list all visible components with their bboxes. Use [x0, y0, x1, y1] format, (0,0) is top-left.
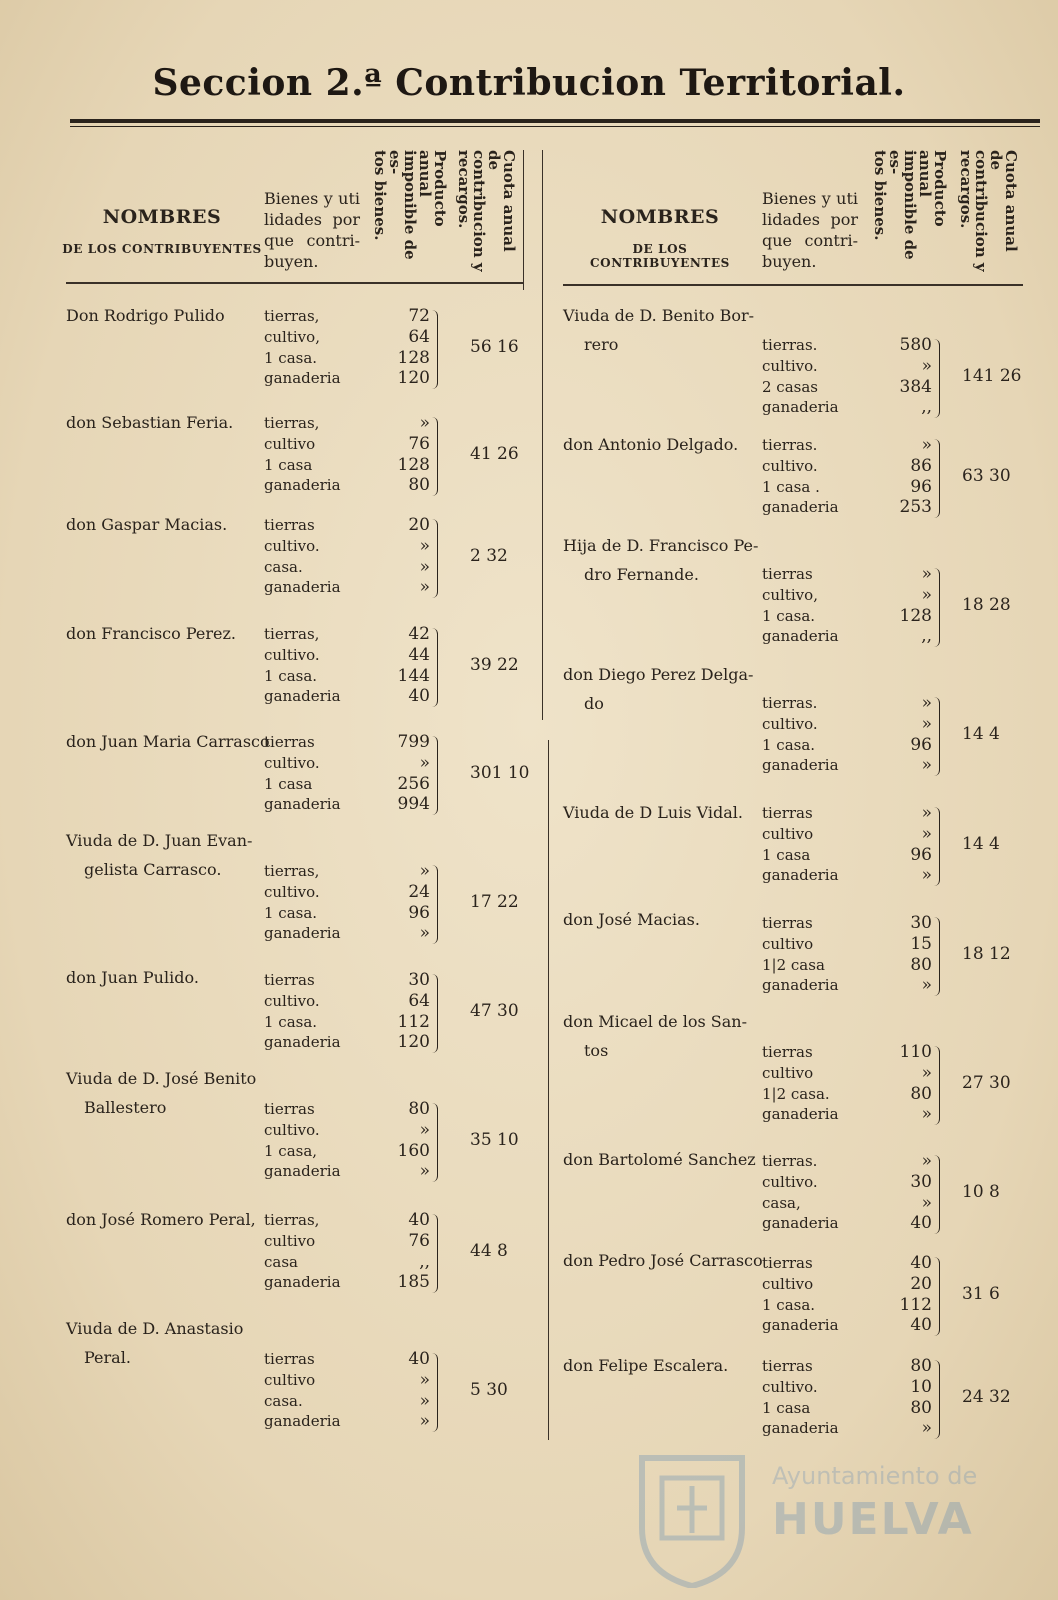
- column-divider-lower: [548, 740, 549, 1440]
- asset-value: »: [921, 1151, 932, 1171]
- asset-value: »: [921, 1418, 932, 1439]
- asset-item: tierras,: [264, 625, 320, 643]
- value-brace: [432, 1353, 438, 1432]
- title-rule-thin: [70, 126, 1040, 127]
- asset-value: 256: [397, 773, 430, 794]
- asset-value: 20: [910, 1273, 932, 1294]
- annual-quota: 14 4: [962, 724, 1000, 745]
- annual-quota: 35 10: [470, 1130, 519, 1151]
- contributor-name: Viuda de D. José Benito: [66, 1069, 257, 1088]
- asset-value: »: [921, 975, 932, 996]
- page-title: Seccion 2.ª Contribucion Territorial.: [152, 62, 906, 104]
- asset-value: 80: [408, 1099, 430, 1119]
- asset-item: cultivo,: [762, 585, 818, 604]
- asset-item: 1 casa,: [264, 1141, 318, 1160]
- annual-quota: 17 22: [470, 892, 519, 913]
- coat-of-arms-icon: [632, 1438, 752, 1588]
- asset-value: »: [921, 755, 932, 776]
- annual-quota: 10 8: [962, 1182, 1000, 1203]
- asset-value: 76: [408, 433, 430, 454]
- asset-value: 160: [397, 1140, 430, 1161]
- left-header-underline: [66, 282, 524, 284]
- contributor-name: Viuda de D. Anastasio: [66, 1319, 244, 1338]
- contributor-name: don Bartolomé Sanchez: [563, 1150, 756, 1169]
- asset-value: »: [921, 693, 932, 713]
- left-header-bienes: [264, 188, 360, 272]
- asset-value: »: [419, 1411, 430, 1432]
- value-brace: [432, 1103, 438, 1182]
- annual-quota: 31 6: [962, 1284, 1000, 1305]
- asset-item: ganaderia: [264, 1412, 341, 1431]
- annual-quota: 18 28: [962, 595, 1011, 616]
- asset-item: ganaderia: [264, 1033, 341, 1052]
- asset-item: cultivo: [762, 1274, 814, 1293]
- asset-item: 1 casa: [762, 845, 811, 864]
- asset-value: »: [921, 1062, 932, 1083]
- asset-item: tierras: [762, 914, 813, 932]
- contributor-name: do: [584, 694, 604, 713]
- asset-item: cultivo: [762, 824, 814, 843]
- asset-item: 1 casa.: [264, 903, 318, 922]
- left-header-bienes-line: Bienes y uti: [264, 189, 360, 208]
- asset-item: cultivo.: [762, 456, 818, 475]
- asset-item: tierras: [762, 565, 813, 583]
- contributor-name: don Felipe Escalera.: [563, 1356, 729, 1375]
- value-brace: [934, 439, 940, 518]
- asset-value: 40: [408, 686, 430, 707]
- asset-item: tierras.: [762, 1152, 818, 1170]
- asset-value: 72: [408, 306, 430, 326]
- asset-item: cultivo.: [762, 714, 818, 733]
- asset-value: »: [921, 1104, 932, 1125]
- watermark-text-line1: Ayuntamiento de: [772, 1462, 978, 1490]
- asset-value: 80: [408, 475, 430, 496]
- value-brace: [432, 310, 438, 389]
- asset-value: 44: [408, 644, 430, 665]
- asset-item: 1 casa.: [264, 1012, 318, 1031]
- asset-item: tierras: [762, 1043, 813, 1061]
- left-header-cuota: Cuota anual de contribucion y recargos.: [455, 150, 518, 272]
- value-brace: [432, 417, 438, 496]
- asset-value: 96: [910, 844, 932, 865]
- asset-item: ganaderia: [264, 795, 341, 814]
- contributor-name: don Juan Maria Carrasco: [66, 732, 270, 751]
- asset-item: cultivo.: [762, 356, 818, 375]
- right-header-nombres: [562, 206, 758, 270]
- asset-item: cultivo.: [264, 991, 320, 1010]
- left-header-producto: Producto anual imponible de es- tos bienes.: [371, 150, 449, 260]
- asset-item: cultivo.: [762, 1377, 818, 1396]
- title-rule: [70, 119, 1040, 123]
- asset-value: »: [921, 865, 932, 886]
- annual-quota: 47 30: [470, 1001, 519, 1022]
- asset-item: tierras,: [264, 862, 320, 880]
- contributor-name: rero: [584, 335, 619, 354]
- asset-item: tierras: [264, 516, 315, 534]
- value-brace: [934, 1257, 940, 1336]
- asset-value: 185: [397, 1272, 430, 1293]
- value-brace: [432, 1214, 438, 1293]
- asset-value: 112: [397, 1011, 430, 1032]
- asset-item: ganaderia: [762, 1214, 839, 1233]
- asset-item: ganaderia: [762, 866, 839, 885]
- left-header-nombres-label: NOMBRES: [102, 206, 222, 228]
- asset-value: »: [921, 564, 932, 584]
- left-header-nombres: [62, 206, 262, 256]
- asset-value: »: [921, 584, 932, 605]
- asset-item: ganaderia: [264, 476, 341, 495]
- value-brace: [934, 1360, 940, 1439]
- asset-item: tierras,: [264, 307, 320, 325]
- asset-value: 24: [408, 881, 430, 902]
- annual-quota: 14 4: [962, 834, 1000, 855]
- asset-value: »: [419, 1119, 430, 1140]
- asset-value: 30: [910, 913, 932, 933]
- asset-value: 80: [910, 1356, 932, 1376]
- asset-value: »: [921, 823, 932, 844]
- asset-value: »: [921, 1192, 932, 1213]
- asset-value: 30: [910, 1171, 932, 1192]
- value-brace: [432, 628, 438, 707]
- contributor-name: don José Macias.: [563, 910, 700, 929]
- asset-item: ganaderia: [264, 687, 341, 706]
- value-brace: [432, 736, 438, 815]
- asset-value: 80: [910, 1397, 932, 1418]
- asset-value: 64: [408, 990, 430, 1011]
- value-brace: [934, 917, 940, 996]
- asset-item: tierras.: [762, 436, 818, 454]
- right-header-underline: [563, 284, 1023, 286]
- annual-quota: 2 32: [470, 546, 508, 567]
- asset-item: cultivo: [762, 1063, 814, 1082]
- asset-item: cultivo: [264, 1370, 316, 1389]
- asset-value: 80: [910, 1083, 932, 1104]
- asset-item: ganaderia: [762, 1419, 839, 1438]
- contributor-name: Don Rodrigo Pulido: [66, 306, 225, 325]
- asset-value: »: [921, 713, 932, 734]
- asset-value: »: [419, 413, 430, 433]
- asset-value: ,,: [419, 1251, 430, 1272]
- watermark-text-line2: HUELVA: [772, 1494, 974, 1545]
- annual-quota: 141 26: [962, 366, 1022, 387]
- asset-value: »: [419, 535, 430, 556]
- asset-item: ganaderia: [762, 1105, 839, 1124]
- asset-value: 110: [899, 1042, 932, 1062]
- asset-value: »: [419, 861, 430, 881]
- asset-item: casa.: [264, 1391, 303, 1410]
- asset-value: 40: [910, 1253, 932, 1273]
- value-brace: [432, 865, 438, 944]
- contributor-name: Viuda de D Luis Vidal.: [563, 803, 743, 822]
- asset-value: 86: [910, 455, 932, 476]
- left-header-bienes-line: buyen.: [264, 252, 319, 271]
- asset-item: 1|2 casa: [762, 955, 825, 974]
- asset-item: cultivo.: [762, 1172, 818, 1191]
- asset-item: casa,: [762, 1193, 801, 1212]
- asset-value: 994: [397, 794, 430, 815]
- asset-item: cultivo.: [264, 645, 320, 664]
- asset-item: ganaderia: [762, 976, 839, 995]
- asset-value: 96: [910, 734, 932, 755]
- contributor-name: don José Romero Peral,: [66, 1210, 256, 1229]
- asset-item: cultivo: [264, 1231, 316, 1250]
- asset-item: cultivo.: [264, 1120, 320, 1139]
- annual-quota: 39 22: [470, 655, 519, 676]
- asset-value: 30: [408, 970, 430, 990]
- asset-value: 40: [408, 1349, 430, 1369]
- asset-value: »: [921, 355, 932, 376]
- contributor-name: Viuda de D. Benito Bor-: [563, 306, 755, 325]
- asset-item: 1|2 casa.: [762, 1084, 830, 1103]
- asset-item: ganaderia: [264, 1162, 341, 1181]
- asset-item: cultivo.: [264, 536, 320, 555]
- value-brace: [432, 974, 438, 1053]
- asset-value: »: [419, 752, 430, 773]
- asset-item: ganaderia: [762, 627, 839, 646]
- asset-item: cultivo: [762, 934, 814, 953]
- asset-value: 15: [910, 933, 932, 954]
- asset-value: 80: [910, 954, 932, 975]
- asset-value: 40: [910, 1315, 932, 1336]
- annual-quota: 44 8: [470, 1241, 508, 1262]
- asset-item: casa.: [264, 557, 303, 576]
- asset-item: tierras: [264, 733, 315, 751]
- value-brace: [934, 1046, 940, 1125]
- asset-item: 1 casa .: [762, 477, 820, 496]
- asset-item: tierras: [762, 1254, 813, 1272]
- contributor-name: don Antonio Delgado.: [563, 435, 739, 454]
- asset-value: 96: [408, 902, 430, 923]
- asset-value: 96: [910, 476, 932, 497]
- right-header-contribuyentes-label: DE LOS CONTRIBUYENTES: [590, 242, 730, 270]
- value-brace: [934, 339, 940, 418]
- value-brace: [934, 697, 940, 776]
- asset-item: ganaderia: [762, 756, 839, 775]
- asset-value: 253: [899, 497, 932, 518]
- asset-value: ,,: [921, 397, 932, 418]
- contributor-name: don Gaspar Macias.: [66, 515, 228, 534]
- left-header-bienes-line: lidades por: [264, 210, 360, 229]
- asset-value: »: [419, 1390, 430, 1411]
- asset-value: 384: [899, 376, 932, 397]
- asset-item: ganaderia: [264, 1273, 341, 1292]
- asset-value: »: [419, 577, 430, 598]
- annual-quota: 63 30: [962, 466, 1011, 487]
- asset-item: 1 casa.: [264, 666, 318, 685]
- asset-value: 580: [899, 335, 932, 355]
- value-brace: [934, 1155, 940, 1234]
- contributor-name: don Sebastian Feria.: [66, 413, 234, 432]
- asset-value: 76: [408, 1230, 430, 1251]
- contributor-name: don Francisco Perez.: [66, 624, 236, 643]
- asset-value: 128: [397, 454, 430, 475]
- left-table-edge: [523, 150, 524, 290]
- asset-item: cultivo,: [264, 327, 320, 346]
- asset-item: cultivo.: [264, 882, 320, 901]
- asset-value: 20: [408, 515, 430, 535]
- contributor-name: don Pedro José Carrasco: [563, 1251, 763, 1270]
- asset-item: tierras: [762, 1357, 813, 1375]
- asset-item: tierras: [264, 971, 315, 989]
- right-header-cuota: Cuota anual de contribucion y recargos.: [957, 150, 1020, 272]
- asset-item: 1 casa.: [762, 606, 816, 625]
- asset-value: 40: [910, 1213, 932, 1234]
- asset-item: tierras: [762, 804, 813, 822]
- asset-value: 120: [397, 368, 430, 389]
- asset-value: 64: [408, 326, 430, 347]
- annual-quota: 41 26: [470, 444, 519, 465]
- asset-item: tierras: [264, 1100, 315, 1118]
- value-brace: [934, 807, 940, 886]
- asset-item: 1 casa: [264, 455, 313, 474]
- annual-quota: 27 30: [962, 1073, 1011, 1094]
- asset-item: cultivo.: [264, 753, 320, 772]
- asset-value: 112: [899, 1294, 932, 1315]
- right-header-producto: Producto anual imponible de es- tos bienes.: [871, 150, 949, 260]
- asset-item: 1 casa.: [762, 735, 816, 754]
- asset-item: ganaderia: [264, 369, 341, 388]
- asset-value: 799: [397, 732, 430, 752]
- right-header-bienes-line: Bienes y uti: [762, 189, 858, 208]
- right-header-bienes: [762, 188, 858, 272]
- asset-value: 120: [397, 1032, 430, 1053]
- asset-value: 128: [899, 605, 932, 626]
- annual-quota: 18 12: [962, 944, 1011, 965]
- asset-item: tierras,: [264, 414, 320, 432]
- contributor-name: Viuda de D. Juan Evan-: [66, 831, 253, 850]
- asset-item: ganaderia: [264, 578, 341, 597]
- asset-item: 1 casa: [264, 774, 313, 793]
- asset-item: tierras.: [762, 336, 818, 354]
- contributor-name: tos: [584, 1041, 609, 1060]
- value-brace: [432, 519, 438, 598]
- asset-value: 42: [408, 624, 430, 644]
- asset-item: 1 casa.: [762, 1295, 816, 1314]
- asset-item: 1 casa.: [264, 348, 318, 367]
- asset-value: »: [921, 435, 932, 455]
- asset-value: »: [419, 1161, 430, 1182]
- annual-quota: 301 10: [470, 763, 530, 784]
- asset-item: casa: [264, 1252, 298, 1271]
- contributor-name: don Diego Perez Delga-: [563, 665, 754, 684]
- asset-item: tierras: [264, 1350, 315, 1368]
- asset-item: tierras.: [762, 694, 818, 712]
- asset-value: 40: [408, 1210, 430, 1230]
- asset-item: ganaderia: [264, 924, 341, 943]
- asset-item: 1 casa: [762, 1398, 811, 1417]
- asset-value: »: [419, 923, 430, 944]
- asset-value: 144: [397, 665, 430, 686]
- left-header-contribuyentes-label: DE LOS CONTRIBUYENTES: [62, 242, 262, 256]
- annual-quota: 24 32: [962, 1387, 1011, 1408]
- contributor-name: don Juan Pulido.: [66, 968, 199, 987]
- asset-value: ,,: [921, 626, 932, 647]
- contributor-name: Hija de D. Francisco Pe-: [563, 536, 759, 555]
- right-header-nombres-label: NOMBRES: [600, 206, 720, 228]
- contributor-name: gelista Carrasco.: [84, 860, 222, 879]
- contributor-name: dro Fernande.: [584, 565, 699, 584]
- asset-item: tierras,: [264, 1211, 320, 1229]
- asset-item: cultivo: [264, 434, 316, 453]
- asset-item: 2 casas: [762, 377, 818, 396]
- right-header-bienes-line: lidades por: [762, 210, 858, 229]
- column-divider-upper: [542, 150, 543, 720]
- asset-item: ganaderia: [762, 498, 839, 517]
- contributor-name: don Micael de los San-: [563, 1012, 747, 1031]
- asset-value: 10: [910, 1376, 932, 1397]
- annual-quota: 56 16: [470, 337, 519, 358]
- contributor-name: Peral.: [84, 1348, 131, 1367]
- annual-quota: 5 30: [470, 1380, 508, 1401]
- watermark: [632, 1438, 992, 1588]
- asset-value: »: [921, 803, 932, 823]
- value-brace: [934, 568, 940, 647]
- contributor-name: Ballestero: [84, 1098, 167, 1117]
- asset-value: »: [419, 1369, 430, 1390]
- asset-item: ganaderia: [762, 1316, 839, 1335]
- asset-item: ganaderia: [762, 398, 839, 417]
- left-header-bienes-line: que contri-: [264, 231, 360, 250]
- right-header-bienes-line: buyen.: [762, 252, 817, 271]
- asset-value: 128: [397, 347, 430, 368]
- asset-value: »: [419, 556, 430, 577]
- right-header-bienes-line: que contri-: [762, 231, 858, 250]
